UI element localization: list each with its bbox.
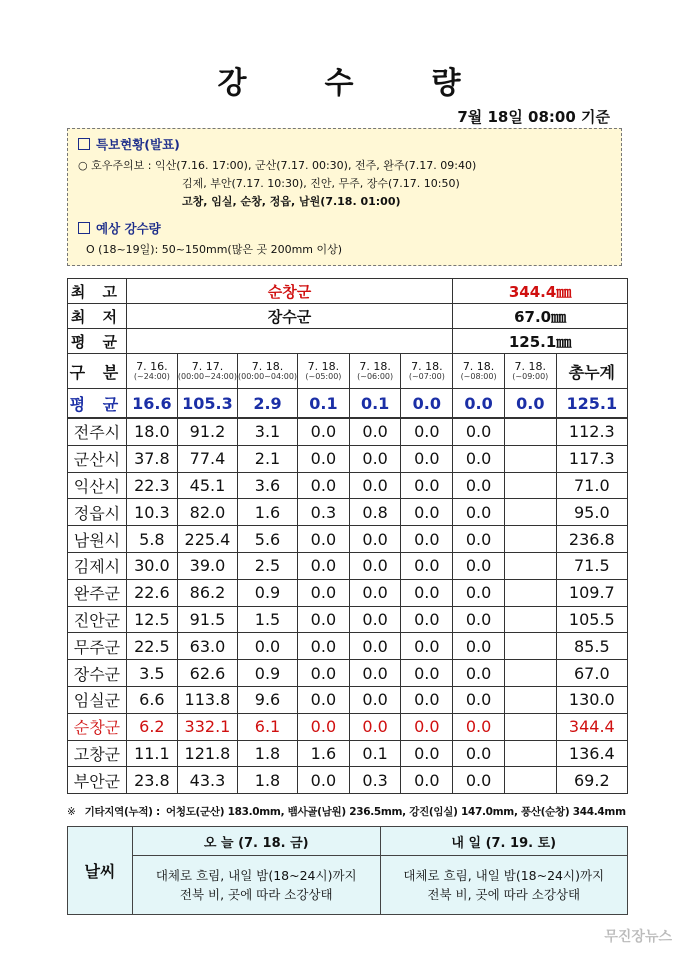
- region-name: 고창군: [68, 740, 127, 767]
- table-cell: 0.0: [401, 606, 453, 633]
- table-cell: 6.1: [237, 713, 297, 740]
- table-cell: 0.3: [298, 499, 350, 526]
- region-name: 익산시: [68, 472, 127, 499]
- table-cell: 2.9: [237, 389, 297, 419]
- table-cell: 0.0: [453, 389, 505, 419]
- table-cell: [504, 686, 556, 713]
- table-cell: 1.5: [237, 606, 297, 633]
- table-cell: 16.6: [126, 389, 177, 419]
- table-cell: 3.6: [237, 472, 297, 499]
- table-cell: 105.3: [177, 389, 237, 419]
- table-cell: 18.0: [126, 418, 177, 445]
- table-cell: [504, 579, 556, 606]
- total-cell: 117.3: [556, 445, 627, 472]
- table-cell: 6.6: [126, 686, 177, 713]
- table-cell: 12.5: [126, 606, 177, 633]
- col-header: 7. 16. (~24:00): [126, 354, 177, 389]
- average-row: [68, 389, 628, 419]
- table-cell: 1.6: [237, 499, 297, 526]
- table-cell: 22.5: [126, 633, 177, 660]
- total-cell: 109.7: [556, 579, 627, 606]
- table-cell: 22.6: [126, 579, 177, 606]
- table-cell: 0.0: [401, 767, 453, 794]
- table-cell: [504, 418, 556, 445]
- table-cell: 63.0: [177, 633, 237, 660]
- rainfall-table: [67, 278, 628, 794]
- region-name: 전주시: [68, 418, 127, 445]
- table-row: [68, 472, 628, 499]
- max-region: 순창군: [126, 279, 452, 304]
- table-cell: 1.8: [237, 767, 297, 794]
- table-cell: 0.1: [298, 389, 350, 419]
- table-cell: 0.0: [453, 713, 505, 740]
- table-cell: 0.0: [298, 552, 350, 579]
- table-cell: [504, 606, 556, 633]
- forecast-heading: 예상 강수량: [78, 219, 611, 237]
- table-row: [68, 552, 628, 579]
- weather-table: [67, 826, 628, 915]
- watermark: 무진장뉴스: [604, 929, 672, 945]
- table-cell: 0.0: [237, 633, 297, 660]
- total-cell: 71.5: [556, 552, 627, 579]
- table-cell: 0.0: [453, 472, 505, 499]
- table-cell: 43.3: [177, 767, 237, 794]
- col-header: 7. 18. (~06:00): [349, 354, 401, 389]
- table-cell: 45.1: [177, 472, 237, 499]
- table-cell: [504, 526, 556, 553]
- table-cell: 86.2: [177, 579, 237, 606]
- table-cell: 0.0: [298, 767, 350, 794]
- total-cell: 71.0: [556, 472, 627, 499]
- max-value: 344.4㎜: [453, 279, 628, 304]
- table-cell: 0.0: [298, 472, 350, 499]
- table-cell: 0.0: [401, 713, 453, 740]
- table-cell: 6.2: [126, 713, 177, 740]
- table-cell: 0.0: [349, 686, 401, 713]
- table-row: [68, 579, 628, 606]
- table-cell: 0.3: [349, 767, 401, 794]
- page-title: [0, 58, 680, 102]
- table-cell: 2.1: [237, 445, 297, 472]
- table-cell: [504, 633, 556, 660]
- tomorrow-heading: 내 일 (7. 19. 토): [380, 827, 628, 856]
- table-row: [68, 418, 628, 445]
- table-cell: 0.0: [453, 445, 505, 472]
- table-cell: 23.8: [126, 767, 177, 794]
- table-cell: 0.0: [453, 686, 505, 713]
- table-cell: 225.4: [177, 526, 237, 553]
- table-cell: 91.5: [177, 606, 237, 633]
- table-cell: 2.5: [237, 552, 297, 579]
- table-cell: 0.0: [453, 740, 505, 767]
- table-cell: 37.8: [126, 445, 177, 472]
- table-cell: 0.0: [401, 633, 453, 660]
- table-cell: 5.6: [237, 526, 297, 553]
- table-row: [68, 713, 628, 740]
- avg-value: 125.1㎜: [453, 329, 628, 354]
- avg-label: 평 균: [68, 329, 127, 354]
- table-row: [68, 767, 628, 794]
- table-cell: 0.0: [349, 418, 401, 445]
- table-cell: 22.3: [126, 472, 177, 499]
- tomorrow-forecast: 대체로 흐림, 내일 밤(18~24시)까지 전북 비, 곳에 따라 소강상태: [380, 856, 628, 915]
- table-cell: 0.0: [298, 606, 350, 633]
- forecast-line: O (18~19일): 50~150mm(많은 곳 200mm 이상): [86, 243, 343, 256]
- special-report-heading: 특보현황(발표): [78, 135, 611, 153]
- table-row: [68, 526, 628, 553]
- col-header: 7. 18. (~07:00): [401, 354, 453, 389]
- total-cell: 130.0: [556, 686, 627, 713]
- table-cell: [504, 472, 556, 499]
- region-name: 장수군: [68, 660, 127, 687]
- table-row: [68, 499, 628, 526]
- table-row: [68, 633, 628, 660]
- table-cell: 0.0: [349, 633, 401, 660]
- region-name: 정읍시: [68, 499, 127, 526]
- col-header: 7. 18. (~09:00): [504, 354, 556, 389]
- checkbox-square-icon: [78, 138, 90, 150]
- table-cell: 0.0: [401, 418, 453, 445]
- table-cell: 0.0: [298, 445, 350, 472]
- table-cell: 121.8: [177, 740, 237, 767]
- advisory-line-2: 김제, 부안(7.17. 10:30), 진안, 무주, 장수(7.17. 10:50): [182, 177, 460, 190]
- min-value: 67.0㎜: [453, 304, 628, 329]
- advisory-line-1: ○ 호우주의보 : 익산(7.16. 17:00), 군산(7.17. 00:30), 전주, 완주(7.17. 09:40): [78, 159, 477, 172]
- table-cell: 11.1: [126, 740, 177, 767]
- table-cell: 0.0: [504, 389, 556, 419]
- total-cell: 112.3: [556, 418, 627, 445]
- col-header: 7. 17. (00:00~24:00): [177, 354, 237, 389]
- table-cell: 0.0: [349, 445, 401, 472]
- total-cell: 69.2: [556, 767, 627, 794]
- total-cell: 344.4: [556, 713, 627, 740]
- table-cell: [504, 552, 556, 579]
- notice-box: [67, 128, 622, 266]
- region-name: 무주군: [68, 633, 127, 660]
- table-cell: 0.0: [349, 660, 401, 687]
- table-cell: 1.8: [237, 740, 297, 767]
- table-cell: 0.0: [453, 633, 505, 660]
- min-region: 장수군: [126, 304, 452, 329]
- table-cell: 82.0: [177, 499, 237, 526]
- table-cell: 3.1: [237, 418, 297, 445]
- region-name: 임실군: [68, 686, 127, 713]
- table-cell: [504, 445, 556, 472]
- total-cell: 236.8: [556, 526, 627, 553]
- row-header-label: 구 분: [68, 354, 127, 389]
- weather-label: 날씨: [68, 827, 133, 915]
- col-header: 7. 18. (00:00~04:00): [237, 354, 297, 389]
- table-cell: 0.8: [349, 499, 401, 526]
- table-cell: 0.0: [453, 499, 505, 526]
- region-name: 진안군: [68, 606, 127, 633]
- table-cell: 0.0: [349, 579, 401, 606]
- other-regions-note: ※ 기타지역(누적) : 어청도(군산) 183.0mm, 뱀사골(남원) 236.5mm, 강진(임실) 147.0mm, 풍산(순창) 344.4mm: [67, 806, 626, 818]
- basis-time: 7월 18일 08:00 기준: [457, 108, 610, 126]
- table-cell: 3.5: [126, 660, 177, 687]
- table-cell: 125.1: [556, 389, 627, 419]
- table-cell: 0.0: [401, 686, 453, 713]
- table-cell: 0.0: [298, 418, 350, 445]
- table-cell: [504, 713, 556, 740]
- table-row: [68, 660, 628, 687]
- table-cell: 0.0: [401, 552, 453, 579]
- table-cell: 0.0: [401, 445, 453, 472]
- table-cell: 0.0: [401, 579, 453, 606]
- average-row-label: 평 균: [68, 389, 127, 419]
- avg-empty: [126, 329, 452, 354]
- today-forecast: 대체로 흐림, 내일 밤(18~24시)까지 전북 비, 곳에 따라 소강상태: [133, 856, 381, 915]
- table-cell: 113.8: [177, 686, 237, 713]
- data-rows: [68, 418, 628, 794]
- table-cell: [504, 767, 556, 794]
- table-cell: 332.1: [177, 713, 237, 740]
- table-cell: 0.0: [401, 499, 453, 526]
- table-cell: 0.0: [349, 552, 401, 579]
- region-name: 남원시: [68, 526, 127, 553]
- table-cell: 0.0: [298, 686, 350, 713]
- total-cell: 105.5: [556, 606, 627, 633]
- table-cell: 0.0: [453, 660, 505, 687]
- title-char-2: 수: [324, 66, 356, 101]
- table-row: [68, 445, 628, 472]
- table-cell: [504, 740, 556, 767]
- table-cell: 0.0: [453, 579, 505, 606]
- table-cell: 77.4: [177, 445, 237, 472]
- today-heading: 오 늘 (7. 18. 금): [133, 827, 381, 856]
- table-cell: 0.0: [401, 526, 453, 553]
- table-cell: 9.6: [237, 686, 297, 713]
- table-cell: 0.0: [298, 713, 350, 740]
- total-cell: 67.0: [556, 660, 627, 687]
- table-cell: 0.0: [298, 660, 350, 687]
- total-cell: 85.5: [556, 633, 627, 660]
- table-cell: 39.0: [177, 552, 237, 579]
- table-cell: 0.1: [349, 740, 401, 767]
- table-cell: 91.2: [177, 418, 237, 445]
- total-cell: 136.4: [556, 740, 627, 767]
- table-cell: 0.0: [349, 526, 401, 553]
- table-cell: 0.0: [349, 713, 401, 740]
- checkbox-square-icon: [78, 222, 90, 234]
- region-name: 군산시: [68, 445, 127, 472]
- avg-stat-row: [68, 329, 628, 354]
- region-name: 완주군: [68, 579, 127, 606]
- table-cell: 0.0: [401, 472, 453, 499]
- min-label: 최 저: [68, 304, 127, 329]
- region-name: 김제시: [68, 552, 127, 579]
- title-char-3: 량: [431, 66, 463, 101]
- table-cell: 0.0: [453, 767, 505, 794]
- min-row: [68, 304, 628, 329]
- total-cell: 95.0: [556, 499, 627, 526]
- table-cell: 0.0: [453, 418, 505, 445]
- table-cell: 0.0: [349, 606, 401, 633]
- table-cell: 0.9: [237, 579, 297, 606]
- table-row: [68, 740, 628, 767]
- table-row: [68, 606, 628, 633]
- table-cell: 0.0: [298, 579, 350, 606]
- table-cell: 0.1: [349, 389, 401, 419]
- col-header: 7. 18. (~05:00): [298, 354, 350, 389]
- table-cell: [504, 499, 556, 526]
- table-cell: 0.0: [401, 740, 453, 767]
- header-row: [68, 354, 628, 389]
- table-cell: 0.0: [401, 389, 453, 419]
- table-cell: 0.0: [349, 472, 401, 499]
- table-cell: 10.3: [126, 499, 177, 526]
- total-header: 총누계: [556, 354, 627, 389]
- table-cell: 0.0: [453, 526, 505, 553]
- table-cell: 0.9: [237, 660, 297, 687]
- max-label: 최 고: [68, 279, 127, 304]
- table-cell: 0.0: [298, 633, 350, 660]
- table-row: [68, 686, 628, 713]
- table-cell: 0.0: [298, 526, 350, 553]
- table-cell: 0.0: [401, 660, 453, 687]
- region-name: 순창군: [68, 713, 127, 740]
- advisory-line-3: 고창, 임실, 순창, 정읍, 남원(7.18. 01:00): [182, 195, 401, 208]
- table-cell: 0.0: [453, 552, 505, 579]
- region-name: 부안군: [68, 767, 127, 794]
- max-row: [68, 279, 628, 304]
- col-header: 7. 18. (~08:00): [453, 354, 505, 389]
- title-char-1: 강: [217, 66, 249, 101]
- table-cell: 1.6: [298, 740, 350, 767]
- table-cell: [504, 660, 556, 687]
- table-cell: 62.6: [177, 660, 237, 687]
- table-cell: 0.0: [453, 606, 505, 633]
- table-cell: 30.0: [126, 552, 177, 579]
- table-cell: 5.8: [126, 526, 177, 553]
